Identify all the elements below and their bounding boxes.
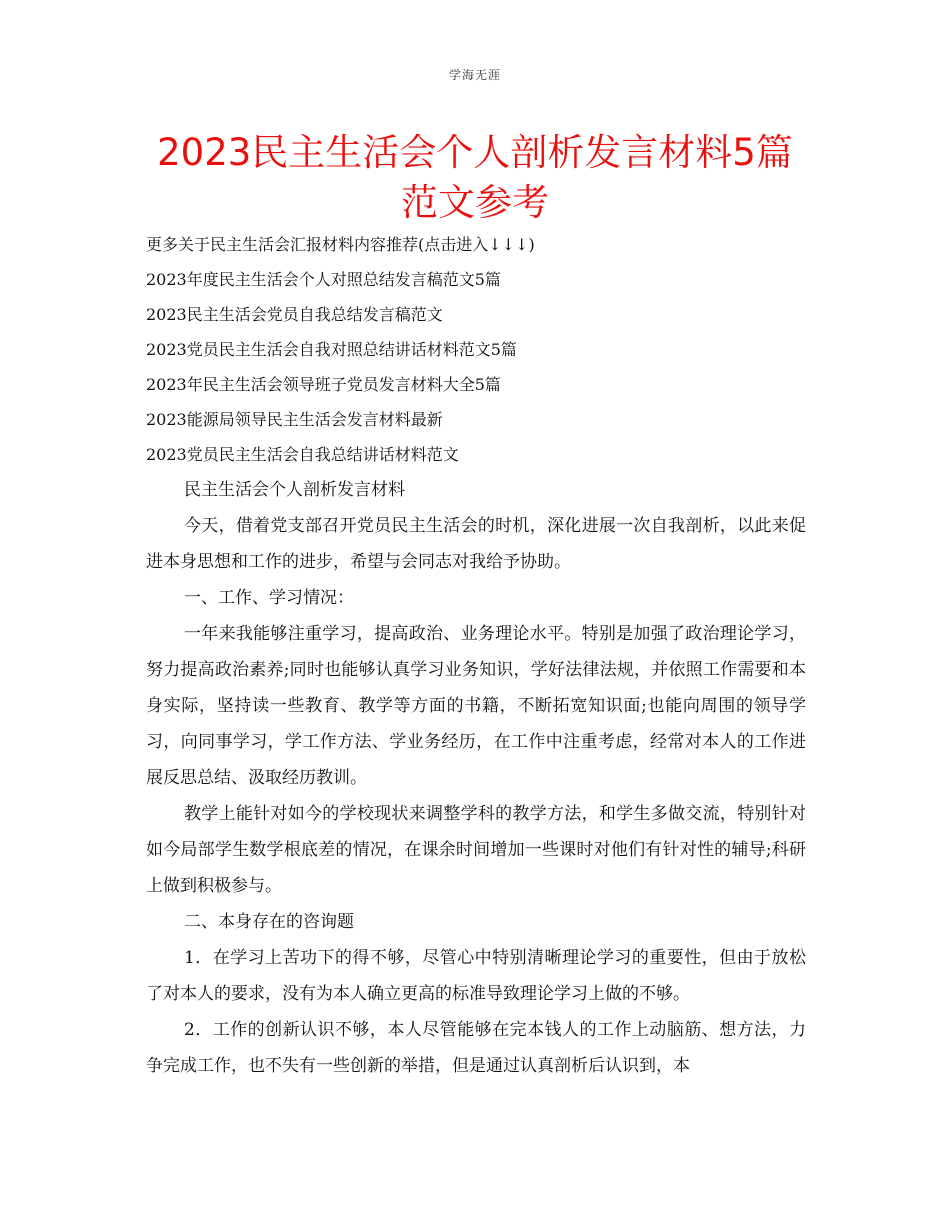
section-heading: 一、工作、学习情况： bbox=[184, 588, 354, 608]
related-link[interactable]: 2023年度民主生活会个人对照总结发言稿范文5篇 bbox=[146, 270, 501, 289]
page-header: 学海无涯 bbox=[448, 68, 501, 82]
title-line-1: 2023民主生活会个人剖析发言材料5篇 bbox=[157, 131, 793, 174]
section-heading: 二、本身存在的咨询题 bbox=[184, 912, 354, 932]
paragraph: 教学上能针对如今的学校现状来调整学科的教学方法，和学生多做交流，特别针对如今局部学生数学根底差的情况，在课余时间增加一些课时对他们有针对性的辅导;科研上做到积极参与。 bbox=[146, 804, 806, 896]
paragraph: 1．在学习上苦功下的得不够，尽管心中特别清晰理论学习的重要性，但由于放松了对本人的要求，没有为本人确立更高的标准导致理论学习上做的不够。 bbox=[146, 948, 806, 1004]
paragraph: 一年来我能够注重学习，提高政治、业务理论水平。特别是加强了政治理论学习，努力提高政治素养;同时也能够认真学习业务知识，学好法律法规，并依照工作需要和本身实际，坚持读一些教育、教学等方面的书籍，不断拓宽知识面;也能向周围的领导学习，向同事学习，学工作方法、学业务经历，在工作中注重考虑，经常对本人的工作进展反思总结、汲取经历教训。 bbox=[146, 624, 806, 788]
paragraph: 今天，借着党支部召开党员民主生活会的时机，深化进展一次自我剖析，以此来促进本身思想和工作的进步，希望与会同志对我给予协助。 bbox=[146, 516, 806, 572]
document-body bbox=[146, 472, 806, 1084]
section-heading: 民主生活会个人剖析发言材料 bbox=[184, 480, 405, 500]
related-link[interactable]: 2023党员民主生活会自我对照总结讲话材料范文5篇 bbox=[146, 340, 517, 359]
related-links-heading[interactable]: 更多关于民主生活会汇报材料内容推荐(点击进入↓↓↓) bbox=[146, 235, 535, 254]
related-link[interactable]: 2023年民主生活会领导班子党员发言材料大全5篇 bbox=[146, 375, 501, 394]
related-link[interactable]: 2023民主生活会党员自我总结发言稿范文 bbox=[146, 305, 443, 324]
paragraph: 2．工作的创新认识不够，本人尽管能够在完本钱人的工作上动脑筋、想方法，力争完成工作，也不失有一些创新的举措，但是通过认真剖析后认识到，本 bbox=[146, 1020, 806, 1076]
title-line-2: 范文参考 bbox=[401, 181, 549, 224]
related-link[interactable]: 2023能源局领导民主生活会发言材料最新 bbox=[146, 410, 443, 429]
related-link[interactable]: 2023党员民主生活会自我总结讲话材料范文 bbox=[146, 445, 459, 464]
related-links-list bbox=[146, 227, 806, 472]
document-title bbox=[140, 128, 810, 228]
